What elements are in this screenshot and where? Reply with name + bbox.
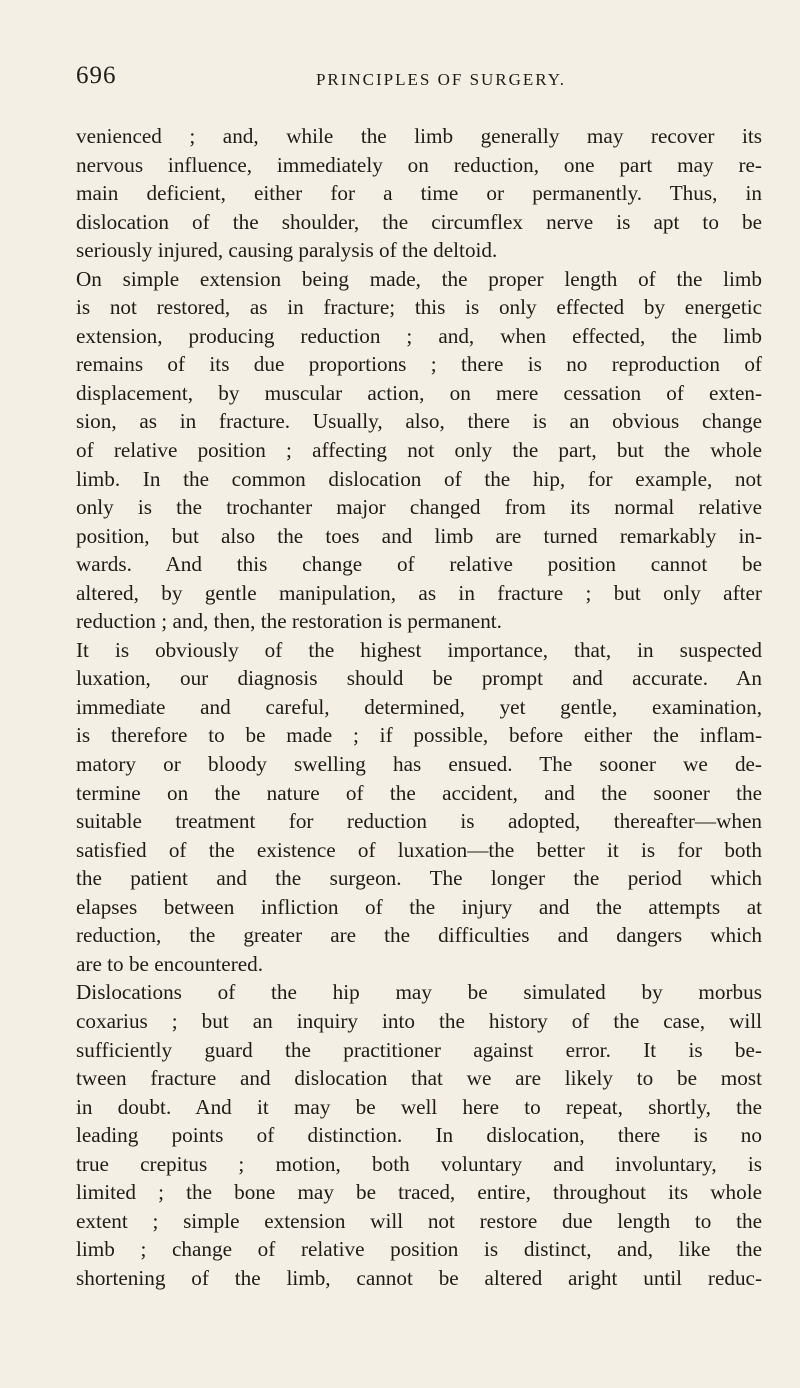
text-line: venienced ; and, while the limb generally may recover its	[76, 124, 762, 148]
text-line: wards. And this change of relative position cannot be	[76, 552, 762, 577]
text-line: main deficient, either for a time or permanently. Thus, in	[76, 181, 762, 206]
text-line: immediate and careful, determined, yet gentle, examination,	[76, 694, 762, 719]
text-line: is therefore to be made ; if possible, before either the inflam-	[76, 723, 762, 748]
text-line: limb ; change of relative position is distinct, and, like the	[76, 1237, 762, 1262]
text-line: elapses between infliction of the injury and the attempts at	[76, 894, 762, 919]
page-header	[76, 62, 760, 94]
text-line: leading points of distinction. In dislocation, there is no	[76, 1123, 762, 1148]
text-line: satisfied of the existence of luxation—the better it is for both	[76, 837, 762, 862]
text-line: sion, as in fracture. Usually, also, there is an obvious change	[76, 409, 762, 434]
page-number: 696	[76, 62, 117, 89]
text-line: Dislocations of the hip may be simulated by morbus	[76, 980, 762, 1005]
text-line: shortening of the limb, cannot be altered aright until reduc-	[76, 1265, 762, 1290]
text-line: seriously injured, causing paralysis of the deltoid.	[76, 238, 498, 263]
text-line: in doubt. And it may be well here to repeat, shortly, the	[76, 1094, 762, 1119]
text-line: coxarius ; but an inquiry into the history of the case, will	[76, 1008, 762, 1033]
body-text	[76, 122, 762, 1292]
text-line: position, but also the toes and limb are turned remarkably in-	[76, 523, 762, 548]
text-line: limb. In the common dislocation of the hip, for example, not	[76, 466, 762, 491]
text-line: luxation, our diagnosis should be prompt and accurate. An	[76, 666, 762, 691]
text-line: of relative position ; affecting not only the part, but the whole	[76, 438, 762, 463]
running-head: PRINCIPLES OF SURGERY.	[315, 70, 567, 89]
text-line: On simple extension being made, the proper length of the limb	[76, 266, 762, 291]
text-line: termine on the nature of the accident, and the sooner the	[76, 780, 762, 805]
text-line: extent ; simple extension will not restore due length to the	[76, 1208, 762, 1233]
text-line: reduction, the greater are the difficulties and dangers which	[76, 923, 762, 948]
text-line: extension, producing reduction ; and, when effected, the limb	[76, 323, 762, 348]
text-line: reduction ; and, then, the restoration is permanent.	[76, 609, 502, 634]
text-line: remains of its due proportions ; there is no reproduction of	[76, 352, 762, 377]
text-line: limited ; the bone may be traced, entire, throughout its whole	[76, 1180, 762, 1205]
text-line: sufficiently guard the practitioner against error. It is be-	[76, 1037, 762, 1062]
text-line: matory or bloody swelling has ensued. The sooner we de-	[76, 752, 762, 777]
text-line: It is obviously of the highest importance, that, in suspected	[76, 637, 762, 662]
text-line: dislocation of the shoulder, the circumflex nerve is apt to be	[76, 209, 762, 234]
text-line: are to be encountered.	[76, 951, 264, 976]
text-line: tween fracture and dislocation that we are likely to be most	[76, 1066, 762, 1091]
text-line: true crepitus ; motion, both voluntary and involuntary, is	[76, 1151, 762, 1176]
text-line: is not restored, as in fracture; this is only effected by energetic	[76, 295, 762, 320]
text-line: displacement, by muscular action, on mere cessation of exten-	[76, 380, 762, 405]
text-line: suitable treatment for reduction is adopted, thereafter—when	[76, 809, 762, 834]
text-line: altered, by gentle manipulation, as in fracture ; but only after	[76, 580, 762, 605]
text-line: the patient and the surgeon. The longer the period which	[76, 866, 762, 891]
text-line: nervous influence, immediately on reduction, one part may re-	[76, 152, 762, 177]
text-line: only is the trochanter major changed from its normal relative	[76, 495, 762, 520]
